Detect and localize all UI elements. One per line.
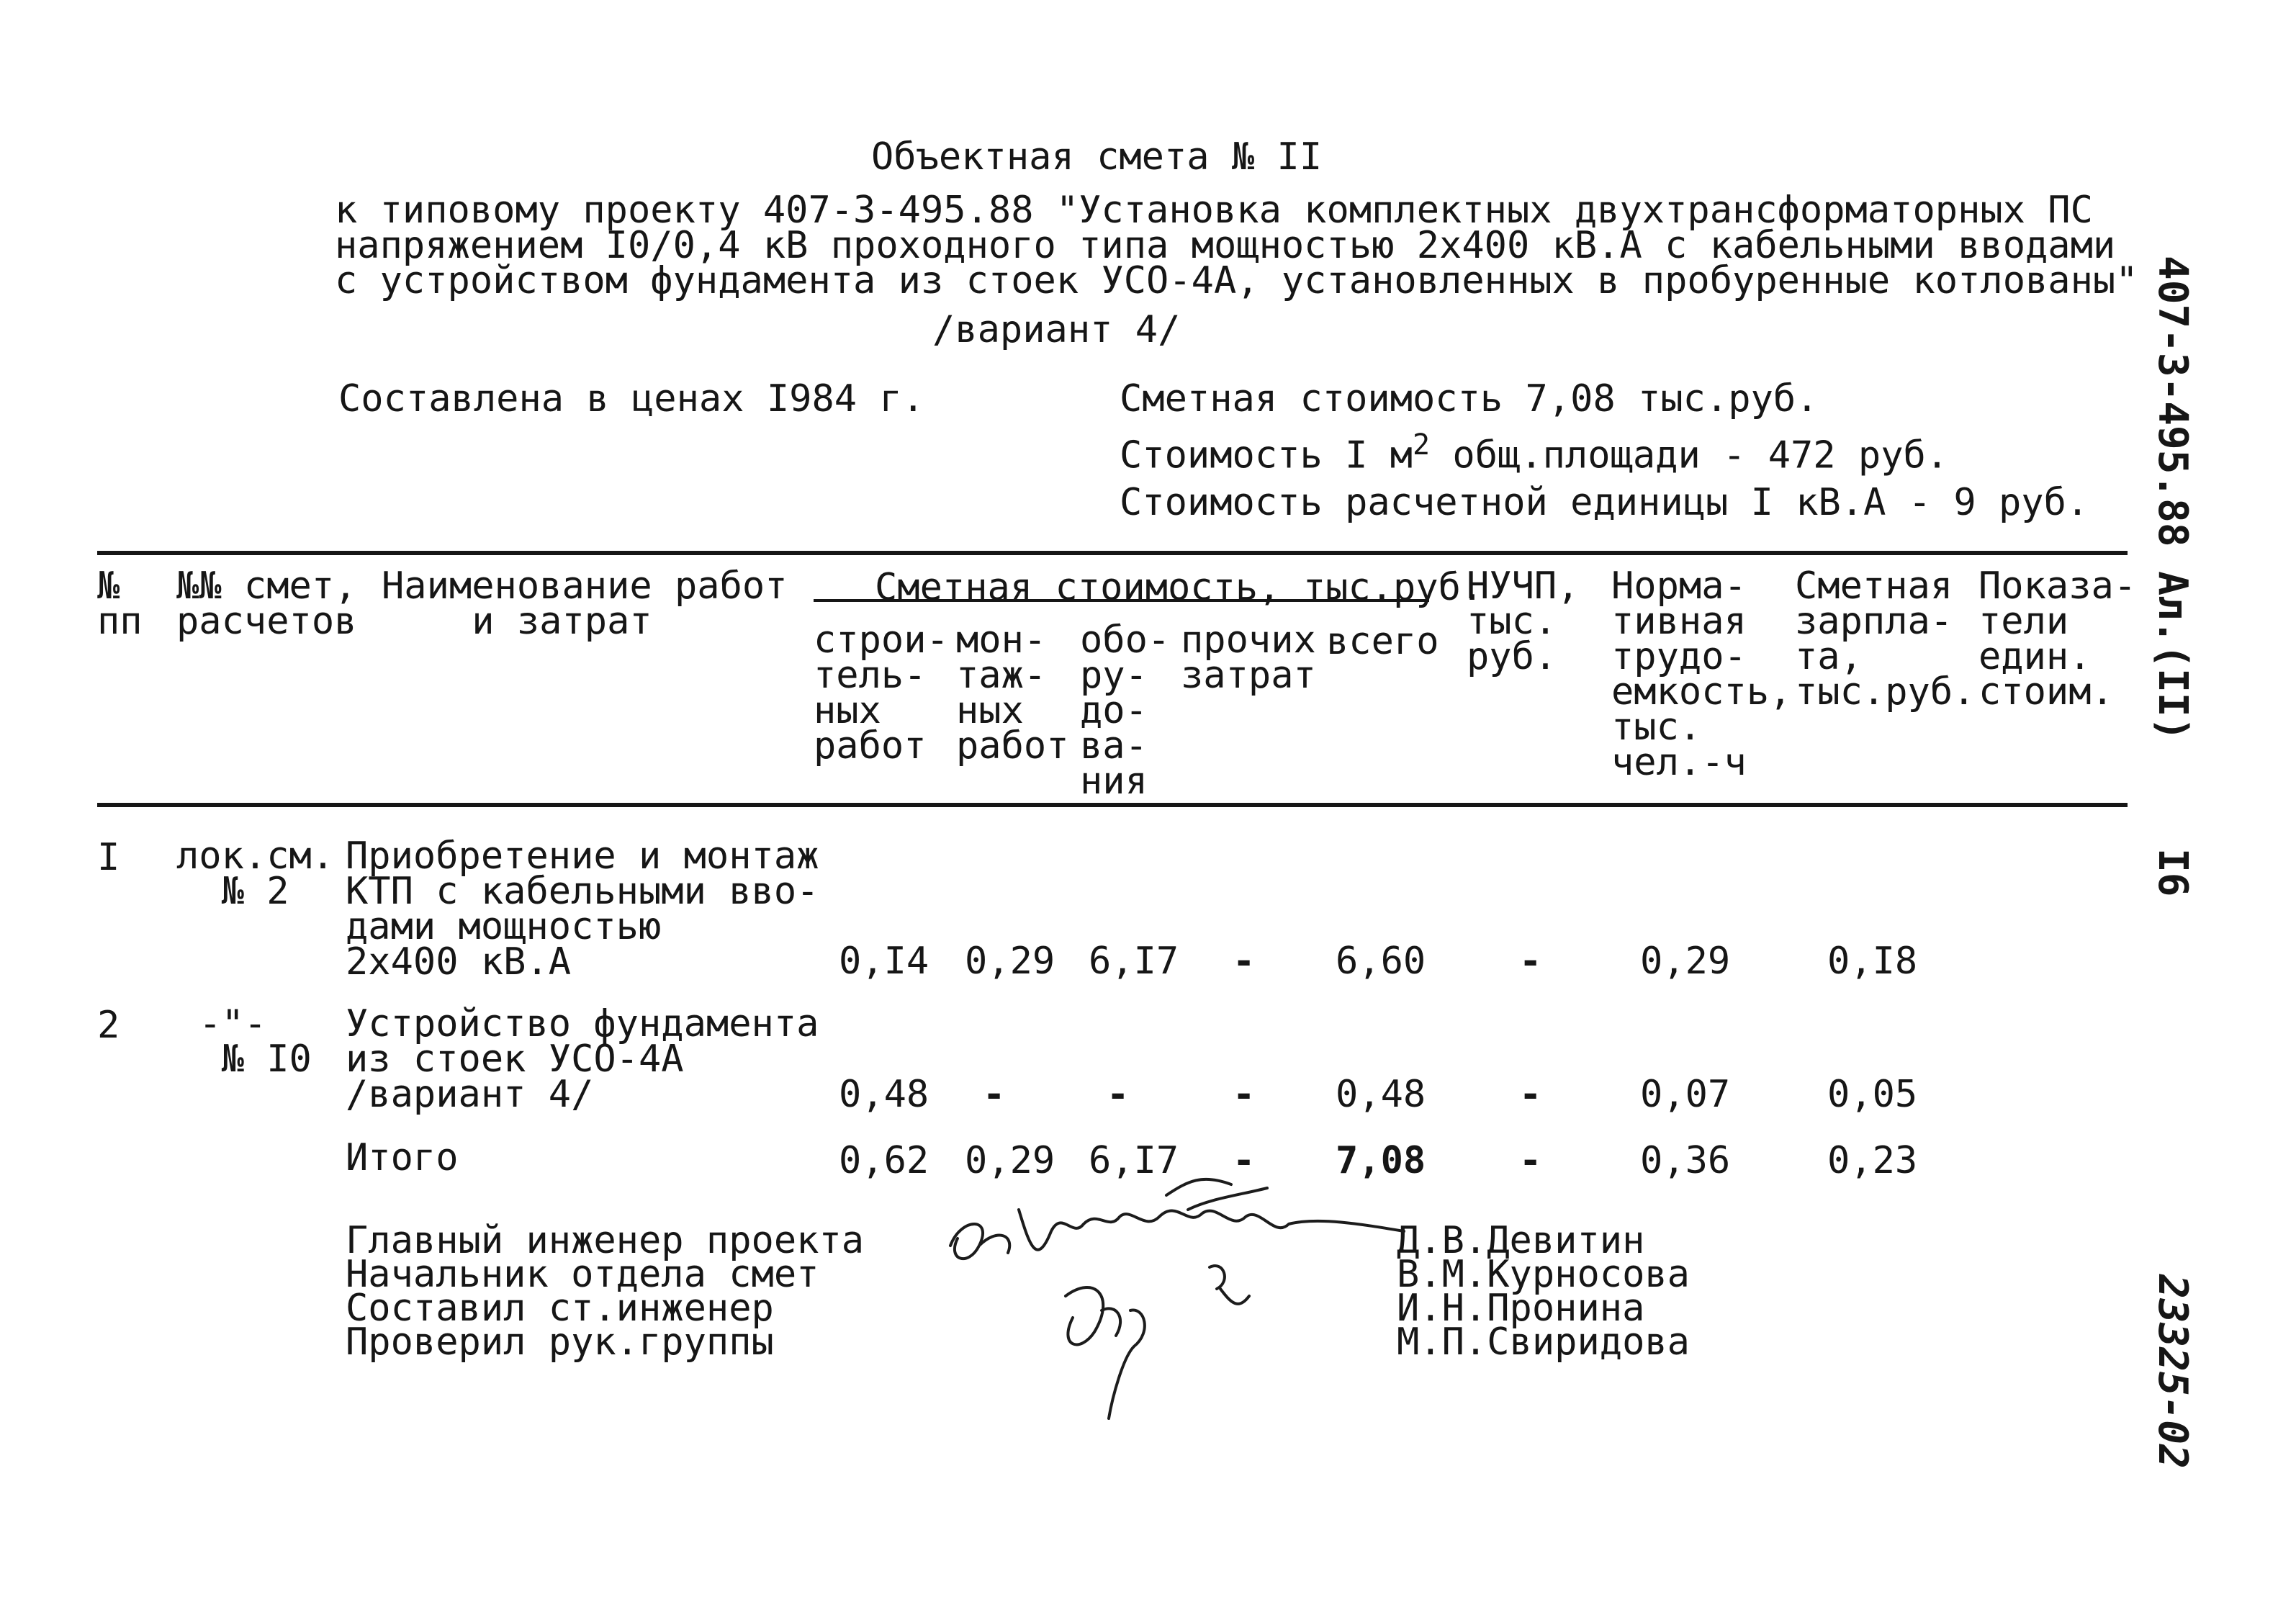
header-group-cost: Сметная стоимость, тыс.руб.: [875, 566, 1484, 609]
table-top-rule: [97, 551, 2128, 555]
cost-per-unit: Стоимость расчетной единицы I кВ.А - 9 руб.: [1120, 481, 2089, 524]
row1-estimate: лок.см. № 2: [176, 835, 335, 913]
header-nuchp: НУЧП, тыс. руб.: [1467, 564, 1580, 678]
cost-per-m2-prefix: Стоимость I м: [1120, 433, 1413, 477]
table-header-rule: [97, 803, 2128, 807]
project-line-1: к типовому проекту 407-3-495.88 "Установка комплектных двухтрансформаторных ПС: [335, 189, 2093, 232]
header-equipment: обо- ру- до- ва- ния: [1080, 618, 1171, 803]
margin-document-code: 407-3-495.88 Ал.(II): [2149, 256, 2196, 742]
row2-nuchp: -: [1519, 1073, 1542, 1116]
row2-other: -: [1233, 1073, 1256, 1116]
header-other: прочих затрат: [1181, 618, 1316, 697]
row1-no: I: [97, 836, 120, 879]
signature-names: Д.В.Девитин В.М.Курносова И.Н.Пронина М.П.Свиридова: [1397, 1219, 1690, 1364]
handwritten-signatures-image: [929, 1166, 1418, 1433]
header-construction: строи- тель- ных работ: [814, 618, 949, 768]
row1-construction: 0,I4: [839, 940, 929, 983]
header-wage: Сметная зарпла- та, тыс.руб.: [1795, 564, 1976, 714]
prices-year: Составлена в ценах I984 г.: [338, 377, 924, 420]
document-title: Объектная смета № II: [871, 135, 1323, 179]
row2-estimate: -"- № I0: [199, 1002, 312, 1081]
row1-installation: 0,29: [965, 940, 1055, 983]
total-construction: 0,62: [839, 1139, 929, 1182]
row2-name: Устройство фундамента из стоек УСО-4А /вариант 4/: [346, 1002, 819, 1116]
header-estimates: №№ смет, расчетов: [176, 564, 357, 643]
header-total: всего: [1326, 620, 1439, 663]
total-equipment: 6,I7: [1089, 1139, 1179, 1182]
header-name: Наименование работ и затрат: [382, 564, 788, 643]
cost-per-m2-sup: 2: [1413, 428, 1431, 462]
total-installation: 0,29: [965, 1139, 1055, 1182]
row2-wage: 0,05: [1827, 1073, 1918, 1116]
row2-equipment: -: [1107, 1073, 1130, 1116]
project-line-2: напряжением I0/0,4 кВ проходного типа мощностью 2х400 кВ.А с кабельными вводами: [335, 224, 2116, 267]
project-line-3: с устройством фундамента из стоек УСО-4А, установленных в пробуренные котлованы": [335, 259, 2138, 302]
row2-labor: 0,07: [1640, 1073, 1731, 1116]
row2-installation: -: [983, 1073, 1006, 1116]
total-labor: 0,36: [1640, 1139, 1731, 1182]
total-label: Итого: [346, 1136, 459, 1179]
total-nuchp: -: [1519, 1139, 1542, 1182]
row2-no: 2: [97, 1004, 120, 1047]
header-indicators: Показа- тели един. стоим.: [1978, 564, 2137, 714]
variant-label: /вариант 4/: [932, 308, 1181, 351]
margin-page-number: I6: [2149, 848, 2196, 897]
cost-per-m2: [1120, 428, 1949, 477]
header-no: № пп: [97, 564, 143, 643]
row1-wage: 0,I8: [1827, 940, 1918, 983]
row1-labor: 0,29: [1640, 940, 1731, 983]
cost-per-m2-suffix: общ.площади - 472 руб.: [1430, 433, 1949, 477]
row1-total: 6,60: [1336, 940, 1426, 983]
signature-roles: Главный инженер проекта Начальник отдела смет Составил ст.инженер Проверил рук.группы: [346, 1219, 865, 1364]
total-wage: 0,23: [1827, 1139, 1918, 1182]
row1-name: Приобретение и монтаж КТП с кабельными вво- дами мощностью 2х400 кВ.А: [346, 835, 819, 984]
row1-nuchp: -: [1519, 940, 1542, 983]
row1-other: -: [1233, 940, 1256, 983]
total-other: -: [1233, 1139, 1256, 1182]
signature-stroke: [950, 1210, 1404, 1259]
total-total: 7,08: [1336, 1139, 1426, 1182]
signature-stroke: [1166, 1179, 1267, 1210]
header-installation: мон- таж- ных работ: [956, 618, 1069, 768]
row1-equipment: 6,I7: [1089, 940, 1179, 983]
header-labor: Норма- тивная трудо- емкость, тыс. чел.-ч: [1611, 564, 1792, 784]
row2-construction: 0,48: [839, 1073, 929, 1116]
signature-stroke: [1066, 1287, 1145, 1418]
signature-stroke: [1210, 1266, 1249, 1304]
margin-inventory-number: 23325-02: [2149, 1274, 2196, 1469]
estimated-cost: Сметная стоимость 7,08 тыс.руб.: [1120, 377, 1819, 420]
row2-total: 0,48: [1336, 1073, 1426, 1116]
